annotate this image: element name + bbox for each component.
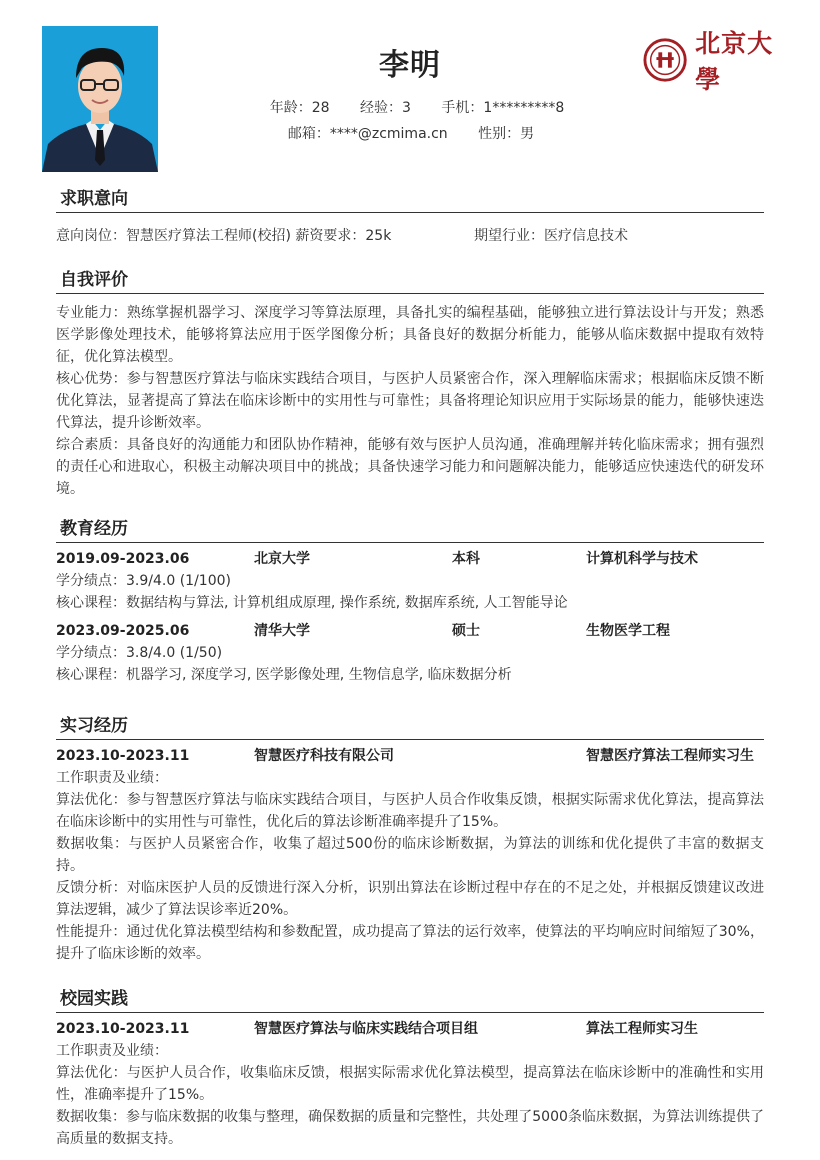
target-industry: 期望行业：医疗信息技术: [474, 228, 628, 244]
gpa-line: 学分绩点：3.8/4.0 (1/50): [56, 645, 223, 661]
gpa-line: 学分绩点：3.9/4.0 (1/100): [56, 573, 231, 589]
self-evaluation-section: [56, 267, 764, 500]
courses-line: 核心课程：数据结构与算法, 计算机组成原理, 操作系统, 数据库系统, 人工智能导论: [56, 595, 568, 611]
campus-entry-header: 2023.10-2023.11 智慧医疗算法与临床实践结合项目组 算法工程师实习生: [56, 1021, 698, 1037]
objective-line: [56, 225, 764, 247]
phone-field: 手机：1*********8: [441, 100, 565, 116]
self-eval-paragraph: 核心优势：参与智慧医疗算法与临床实践结合项目，与医护人员紧密合作，深入理解临床需求；根据临床反馈不断优化算法，显著提高了算法在临床诊断中的实用性与可靠性；具备将理论知识应用于实际场景的能力，能够快速迭代算法，提升诊断效率。: [56, 371, 764, 431]
duty-label: 工作职责及业绩：: [56, 770, 168, 786]
section-title: 实习经历: [56, 713, 764, 740]
section-title: 求职意向: [56, 186, 764, 213]
email-field: 邮箱：****@zcmima.cn: [287, 126, 448, 142]
objective-section: [56, 186, 764, 247]
duty-item: 数据收集：参与临床数据的收集与整理，确保数据的质量和完整性，共处理了5000条临床数据，为算法训练提供了高质量的数据支持。: [56, 1109, 764, 1147]
education-entry-header: 2023.09-2025.06 清华大学 硕士 生物医学工程: [56, 623, 670, 639]
self-eval-paragraph: 综合素质：具备良好的沟通能力和团队协作精神，能够有效与医护人员沟通，准确理解并转化临床需求；拥有强烈的责任心和进取心，积极主动解决项目中的挑战；具备快速学习能力和问题解决能力，能够适应快速迭代的研发环境。: [56, 437, 764, 497]
duty-label: 工作职责及业绩：: [56, 1043, 168, 1059]
internship-entry-header: 2023.10-2023.11 智慧医疗科技有限公司 智慧医疗算法工程师实习生: [56, 748, 754, 764]
contact-info-row: [0, 123, 820, 143]
target-position: 意向岗位：智慧医疗算法工程师(校招): [56, 228, 291, 244]
courses-line: 核心课程：机器学习, 深度学习, 医学影像处理, 生物信息学, 临床数据分析: [56, 667, 512, 683]
candidate-name: 李明: [379, 48, 441, 83]
campus-practice-section: [56, 986, 764, 1150]
duty-item: 算法优化：参与智慧医疗算法与临床实践结合项目，与医护人员合作收集反馈，根据实际需求优化算法，提高算法在临床诊断中的实用性与可靠性，优化后的算法诊断准确率提升了15%。: [56, 792, 764, 830]
education-entry-header: 2019.09-2023.06 北京大学 本科 计算机科学与技术: [56, 551, 698, 567]
duty-item: 数据收集：与医护人员紧密合作，收集了超过500份的临床诊断数据，为算法的训练和优化提供了丰富的数据支持。: [56, 836, 764, 874]
education-section: [56, 516, 764, 686]
university-seal-icon: [643, 37, 687, 83]
basic-info-row: [0, 97, 820, 117]
duty-item: 性能提升：通过优化算法模型结构和参数配置，成功提高了算法的运行效率，使算法的平均响应时间缩短了30%，提升了临床诊断的效率。: [56, 924, 764, 962]
age-field: 年龄：28: [269, 100, 330, 116]
gender-field: 性别：男: [478, 126, 535, 142]
section-title: 教育经历: [56, 516, 764, 543]
self-eval-paragraph: 专业能力：熟练掌握机器学习、深度学习等算法原理，具备扎实的编程基础，能够独立进行算法设计与开发；熟悉医学影像处理技术，能够将算法应用于医学图像分析；具备良好的数据分析能力，能够从临床数据中提取有效特征，优化算法模型。: [56, 305, 764, 365]
university-logo: 北京大學: [643, 36, 795, 84]
internship-section: [56, 713, 764, 965]
duty-item: 反馈分析：对临床医护人员的反馈进行深入分析，识别出算法在诊断过程中存在的不足之处，并根据反馈建议改进算法逻辑，减少了算法误诊率近20%。: [56, 880, 764, 918]
experience-field: 经验：3: [360, 100, 411, 116]
duty-item: 算法优化：与医护人员合作，收集临床反馈，根据实际需求优化算法模型，提高算法在临床诊断中的准确性和实用性，准确率提升了15%。: [56, 1065, 764, 1103]
section-title: 自我评价: [56, 267, 764, 294]
section-title: 校园实践: [56, 986, 764, 1013]
salary-expectation: 薪资要求：25k: [295, 228, 392, 244]
